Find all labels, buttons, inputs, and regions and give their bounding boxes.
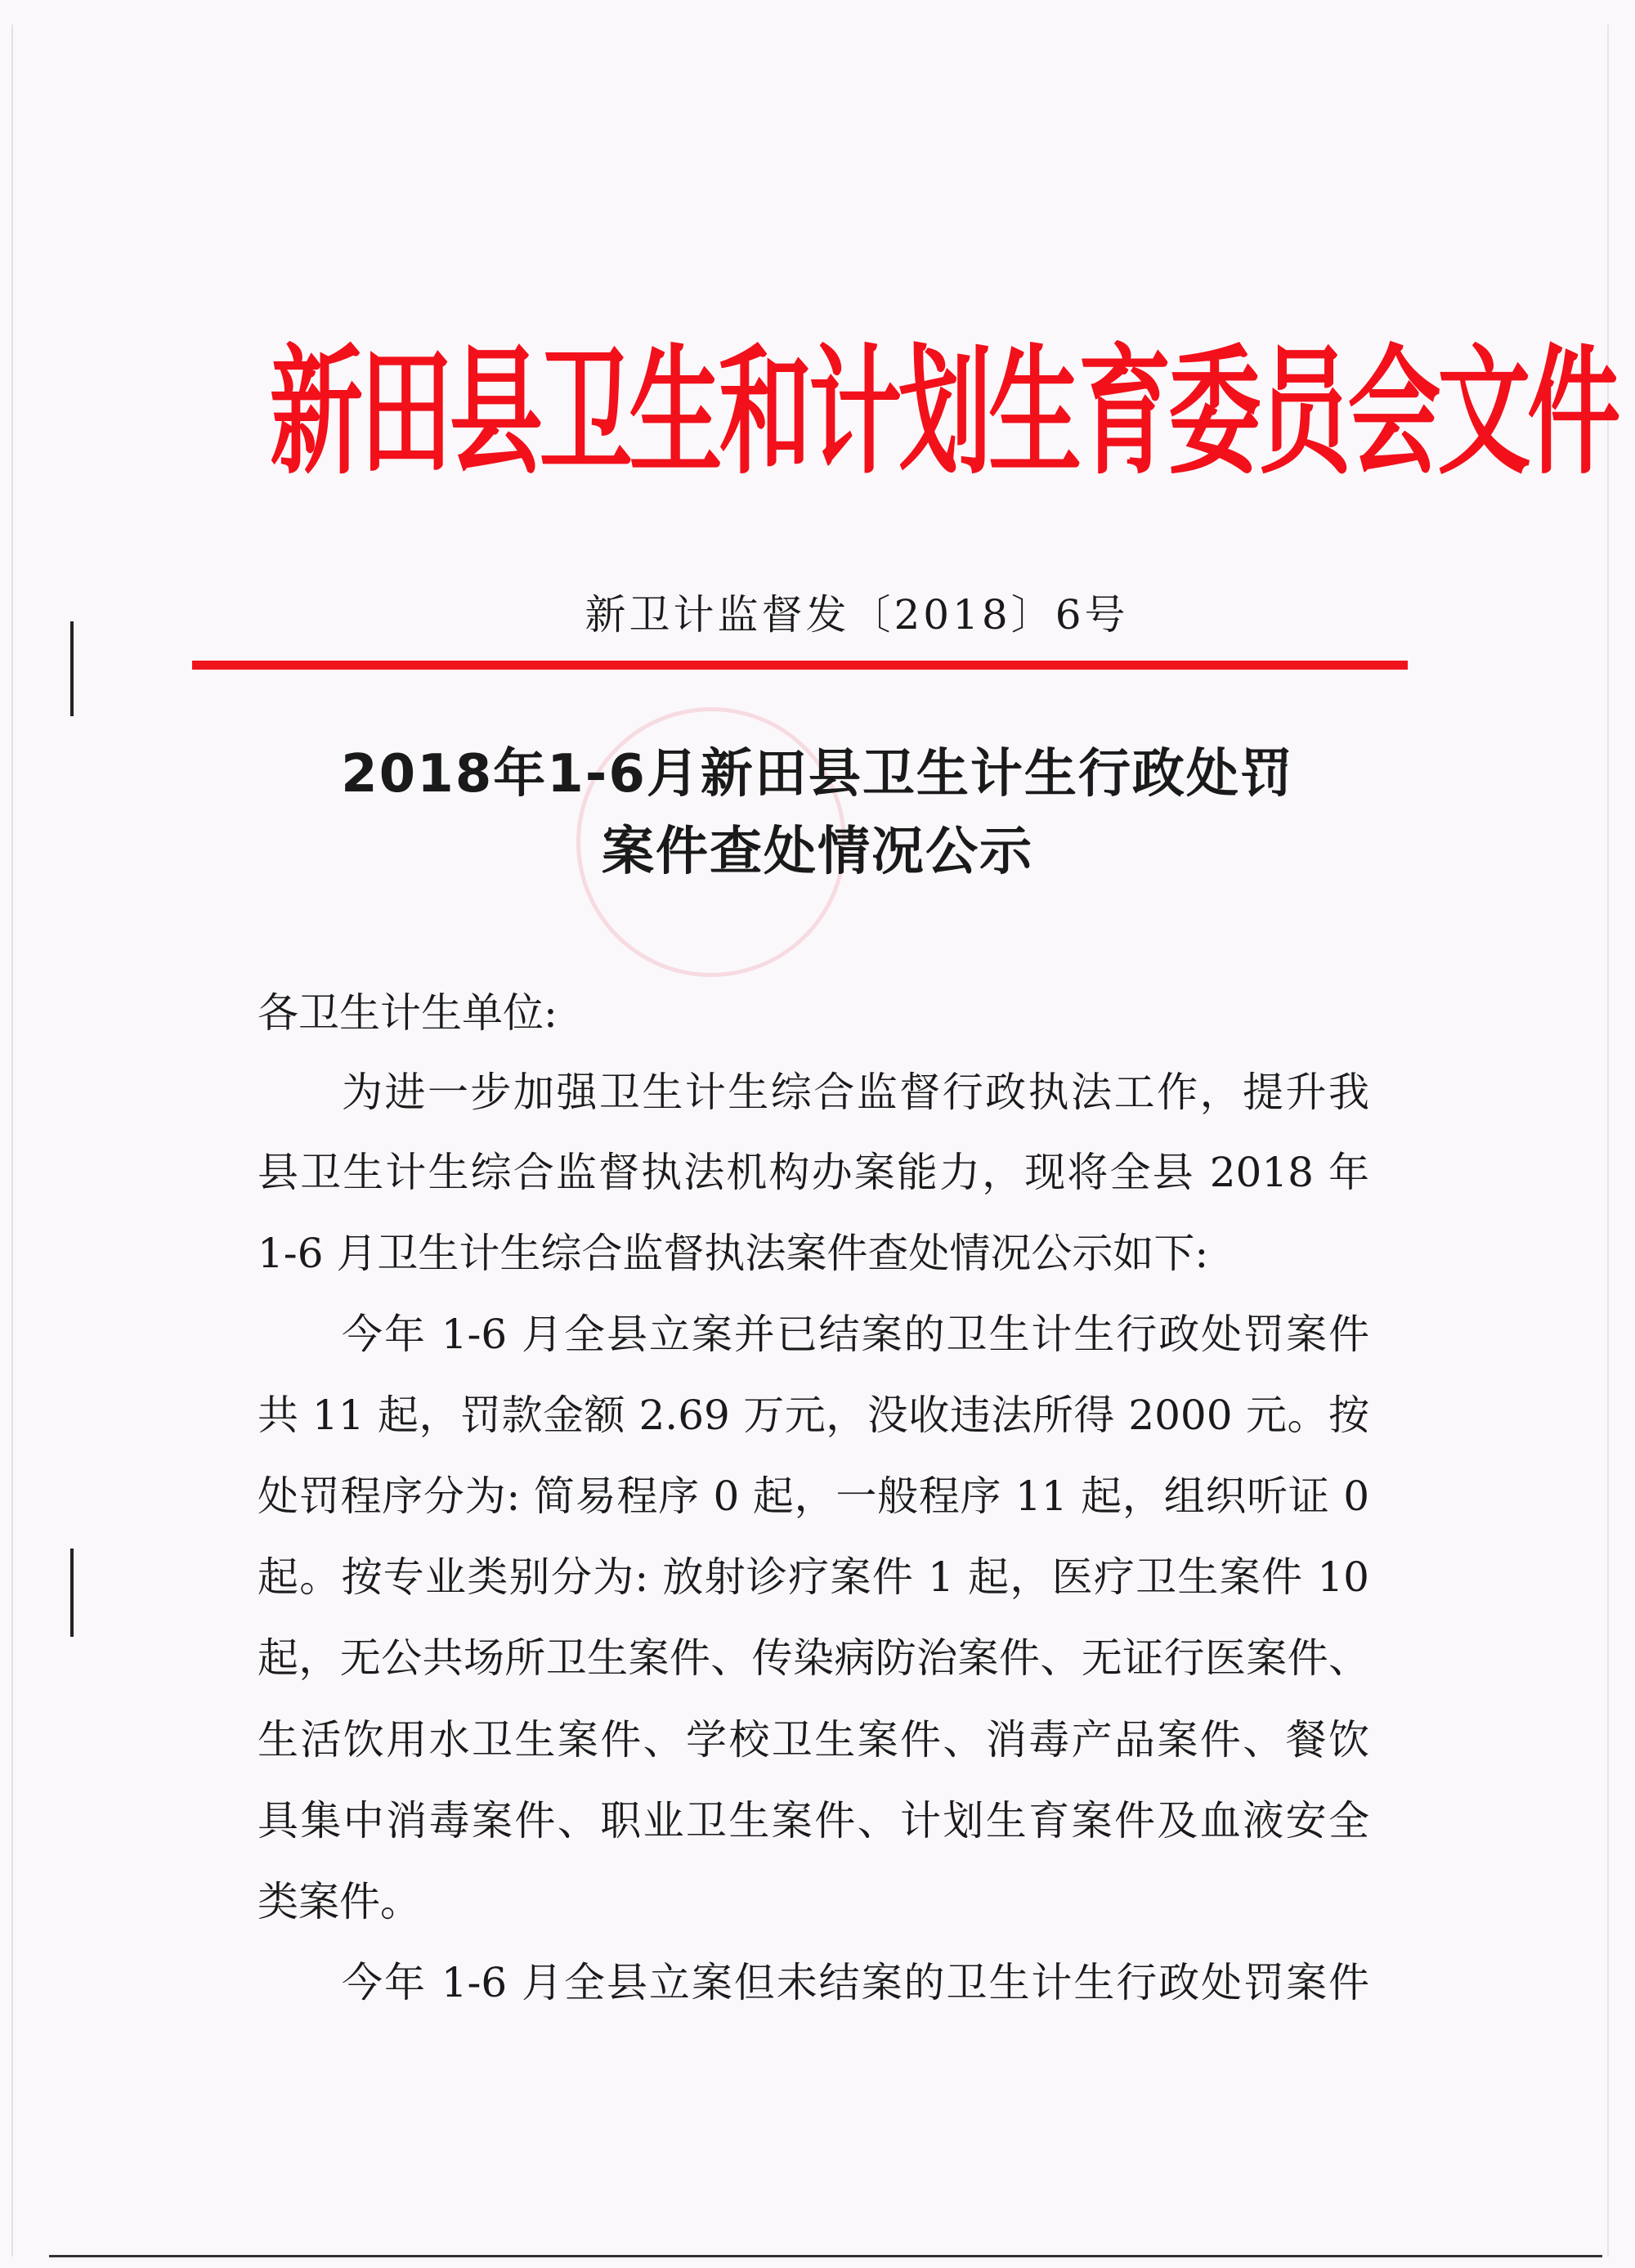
body-line: 具集中消毒案件、职业卫生案件、计划生育案件及血液安全 bbox=[258, 1797, 1369, 1844]
red-divider bbox=[192, 661, 1408, 670]
document-title-line2: 案件查处情况公示 bbox=[602, 822, 1033, 882]
body-line: 为进一步加强卫生计生综合监督行政执法工作，提升我 bbox=[342, 1069, 1369, 1116]
body-line: 县卫生计生综合监督执法机构办案能力，现将全县 2018 年 bbox=[258, 1149, 1369, 1196]
body-line: 1-6 月卫生计生综合监督执法案件查处情况公示如下: bbox=[258, 1230, 1209, 1277]
body-line: 生活饮用水卫生案件、学校卫生案件、消毒产品案件、餐饮 bbox=[258, 1716, 1369, 1764]
issuer-red-header: 新田县卫生和计划生育委员会文件 bbox=[270, 335, 1618, 491]
body-line: 今年 1-6 月全县立案但未结案的卫生计生行政处罚案件 bbox=[342, 1959, 1369, 2006]
salutation: 各卫生计生单位: bbox=[258, 989, 558, 1037]
document-title-line1: 2018年1-6月新田县卫生计生行政处罚 bbox=[341, 744, 1294, 805]
body-line: 今年 1-6 月全县立案并已结案的卫生计生行政处罚案件 bbox=[342, 1311, 1369, 1358]
scan-edge bbox=[49, 2255, 1602, 2257]
body-line: 类案件。 bbox=[258, 1878, 421, 1925]
staple-mark bbox=[70, 1549, 74, 1637]
document-number: 新卫计监督发〔2018〕6号 bbox=[585, 591, 1129, 639]
body-line: 起，无公共场所卫生案件、传染病防治案件、无证行医案件、 bbox=[258, 1634, 1369, 1682]
body-line: 处罚程序分为: 简易程序 0 起，一般程序 11 起，组织听证 0 bbox=[258, 1472, 1369, 1520]
body-line: 起。按专业类别分为: 放射诊疗案件 1 起，医疗卫生案件 10 bbox=[258, 1553, 1369, 1601]
body-line: 共 11 起，罚款金额 2.69 万元，没收违法所得 2000 元。按 bbox=[258, 1392, 1369, 1439]
